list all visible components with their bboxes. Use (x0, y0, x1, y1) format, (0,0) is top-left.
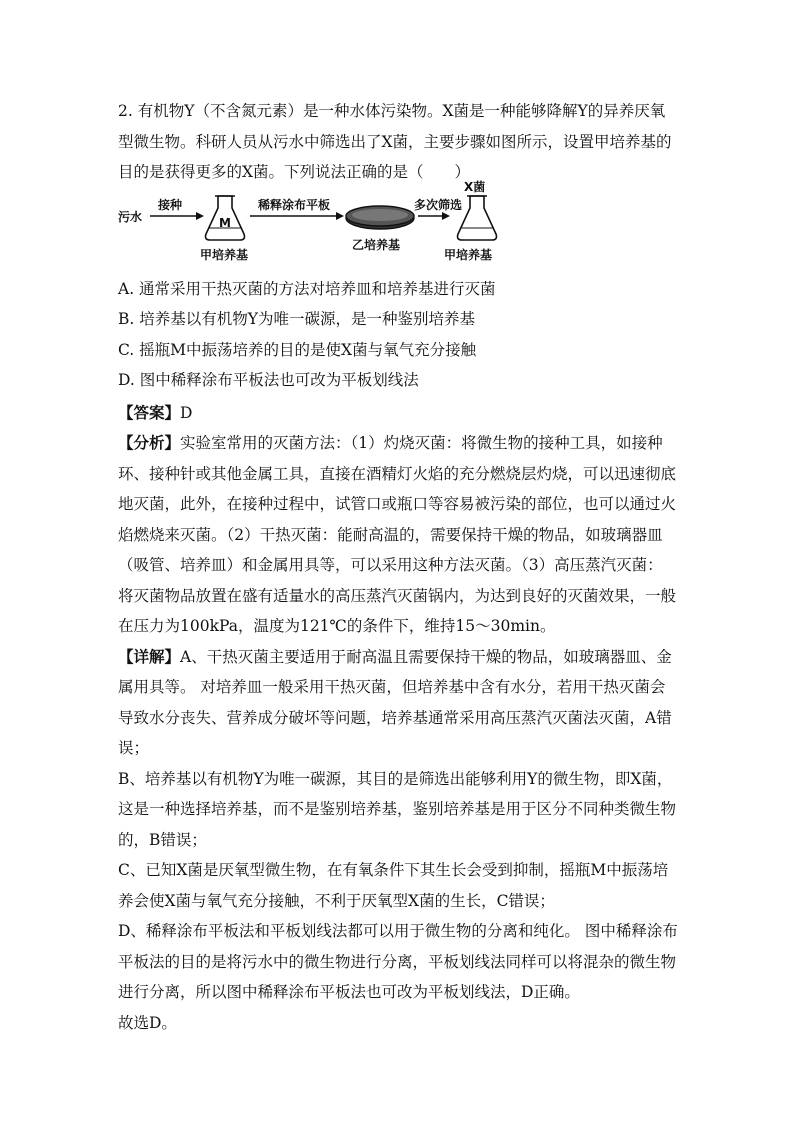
answer-tag: 【答案】 (118, 402, 181, 422)
detail-a-text: A、干热灭菌主要适用于耐高温且需要保持干燥的物品，如玻璃器皿、金属用具等。 对培养皿一般采用干热灭菌，但培养基中含有水分，若用干热灭菌会导致水分丧失、营养成分破坏等问题，培养基通常采用高压蒸汽灭菌法灭菌，A错误； (118, 647, 672, 757)
flask-m-label: M (219, 215, 231, 230)
detail-d-paragraph: D、稀释涂布平板法和平板划线法都可以用于微生物的分离和纯化。 图中稀释涂布平板法的目的是将污水中的微生物进行分离，平板划线法同样可以将混杂的微生物进行分离，所以图中稀释涂布平板法也可改为平板划线法，D正确。 (118, 922, 678, 1001)
medium-a-label: 甲培养基 (200, 247, 249, 262)
detail-tag: 【详解】 (118, 646, 181, 666)
document-page (118, 96, 678, 1038)
answer-line (118, 398, 678, 429)
step-inoculate-label: 接种 (158, 197, 183, 212)
analysis-paragraph (118, 428, 678, 642)
option-c: C. 摇瓶M中振荡培养的目的是使X菌与氧气充分接触 (118, 340, 477, 359)
answer-value: D (180, 403, 193, 422)
step-spread-plate-label: 稀释涂布平板 (258, 197, 331, 212)
analysis-text: 实验室常用的灭菌方法：（1）灼烧灭菌：将微生物的接种工具，如接种环、接种针或其他金属工具，直接在酒精灯火焰的充分燃烧层灼烧，可以迅速彻底地灭菌，此外，在接种过程中，试管口或瓶口等容易被污染的部位，也可以通过火焰燃烧来灭菌。（2）干热灭菌：能耐高温的，需要保持干燥的物品，如玻璃器皿（吸管、培养皿）和金属用具等，可以采用这种方法灭菌。（3）高压蒸汽灭菌：将灭菌物品放置在盛有适量水的高压蒸汽灭菌锅内，为达到良好的灭菌效果，一般在压力为100kPa，温度为121℃的条件下，维持15～30min。 (118, 434, 677, 635)
source-label: 污水 (118, 209, 143, 224)
experiment-diagram (118, 179, 498, 266)
conclusion-line: 故选D。 (118, 1013, 177, 1032)
medium-b-label: 乙培养基 (352, 237, 401, 252)
question-stem: 2. 有机物Y（不含氮元素）是一种水体污染物。X菌是一种能够降解Y的异养厌氧型微生物。科研人员从污水中筛选出了X菌，主要步骤如图所示，设置甲培养基的目的是获得更多的X菌。下列说法正确的是（ ） (118, 102, 672, 181)
detail-c-paragraph: C、已知X菌是厌氧型微生物，在有氧条件下其生长会受到抑制，摇瓶M中振荡培养会使X菌与氧气充分接触，不利于厌氧型X菌的生长，C错误； (118, 861, 669, 910)
option-a: A. 通常采用干热灭菌的方法对培养皿和培养基进行灭菌 (118, 279, 496, 298)
flask-a2-shape (458, 196, 497, 240)
analysis-tag: 【分析】 (118, 433, 181, 452)
option-d: D. 图中稀释涂布平板法也可改为平板划线法 (118, 371, 419, 389)
detail-b-paragraph: B、培养基以有机物Y为唯一碳源，其目的是筛选出能够利用Y的微生物，即X菌，这是一种选择培养基，而不是鉴别培养基，鉴别培养基是用于区分不同种类微生物的，B错误； (118, 769, 677, 849)
result-label: X菌 (464, 179, 486, 194)
detail-a-paragraph (118, 642, 678, 764)
step-screen-label: 多次筛选 (414, 197, 463, 212)
option-b: B. 培养基以有机物Y为唯一碳源，是一种鉴别培养基 (118, 310, 475, 328)
medium-a2-label: 甲培养基 (444, 247, 493, 262)
